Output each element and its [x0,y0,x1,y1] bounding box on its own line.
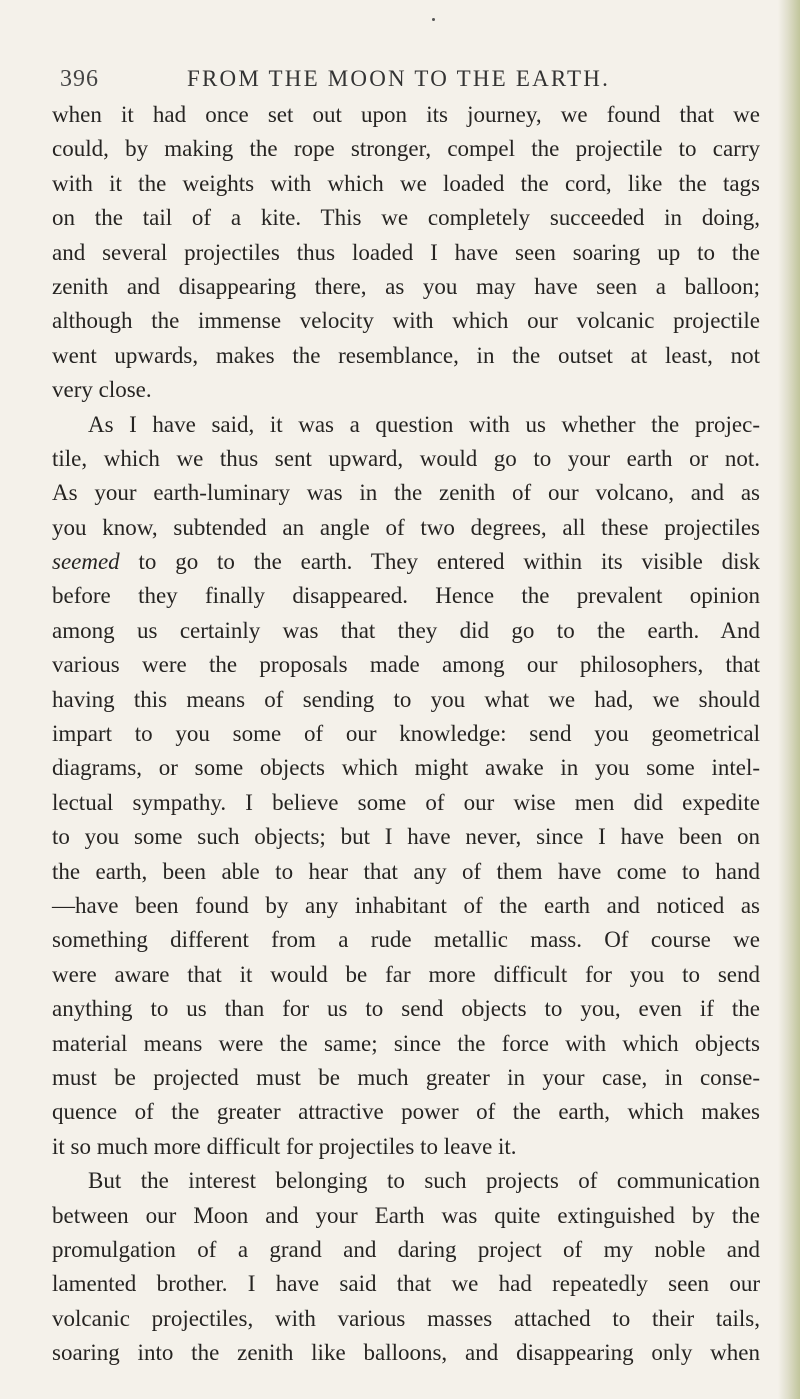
text-line: volcanic projectiles, with various masses attached to their tails, [52,1305,760,1331]
text-line: the earth, been able to hear that any of them have come to hand [52,858,760,884]
text-line: something different from a rude metallic mass. Of course we [52,927,760,953]
text-line: very close. [52,377,152,403]
text-line: material means were the same; since the force with which objects [52,1030,760,1056]
paragraph-start-line: As I have said, it was a question with us whether the projec- [88,411,760,437]
text-line: were aware that it would be far more difficult for you to send [52,961,760,987]
text-line: went upwards, makes the resemblance, in the outset at least, not [52,342,760,368]
text-line: when it had once set out upon its journey, we found that we [52,102,760,127]
text-line: having this means of sending to you what we had, we should [52,686,760,712]
text-line: anything to us than for us to send objects to you, even if the [52,996,760,1022]
text-line: between our Moon and your Earth was quite extinguished by the [52,1202,760,1228]
text-line: diagrams, or some objects which might awake in you some intel- [52,755,760,781]
text-line: although the immense velocity with which our volcanic projectile [52,308,760,334]
text-line: it so much more difficult for projectiles to leave it. [52,1133,517,1159]
paragraph-start-line: But the interest belonging to such projects of communication [88,1168,760,1194]
text-line: among us certainly was that they did go to the earth. And [52,617,760,643]
italic-word: seemed [52,549,120,575]
text-line: lectual sympathy. I believe some of our wise men did expedite [52,789,760,815]
print-speck [432,18,435,21]
text-line: must be projected must be much greater in your case, in conse- [52,1064,760,1090]
text-line: you know, subtended an angle of two degrees, all these projectiles [52,514,760,540]
text-line: various were the proposals made among our philosophers, that [52,652,760,678]
text-line: soaring into the zenith like balloons, and disappearing only when [52,1340,760,1366]
text-line: quence of the greater attractive power of the earth, which makes [52,1099,760,1125]
text-line: As your earth-luminary was in the zenith of our volcano, and as [52,480,760,506]
running-title: FROM THE MOON TO THE EARTH. [187,66,611,91]
page-number: 396 [60,66,99,92]
line-remainder: to go to the earth. They entered within its visible disk [138,549,761,575]
text-line: promulgation of a grand and daring project of my noble and [52,1236,760,1262]
text-line: on the tail of a kite. This we completely succeeded in doing, [52,205,760,231]
text-line: —have been found by any inhabitant of the earth and noticed as [52,892,760,918]
text-line: to you some such objects; but I have never, since I have been on [52,824,760,850]
text-line: before they finally disappeared. Hence the prevalent opinion [52,583,760,609]
text-line-with-italic [52,545,760,579]
text-line: lamented brother. I have said that we had repeatedly seen our [52,1271,760,1297]
text-line: and several projectiles thus loaded I have seen soaring up to the [52,239,760,265]
text-line: tile, which we thus sent upward, would go to your earth or not. [52,445,760,471]
page-edge-shadow [778,0,800,1399]
text-line: zenith and disappearing there, as you may have seen a balloon; [52,273,760,299]
text-line: with it the weights with which we loaded the cord, like the tags [52,170,760,196]
text-line: could, by making the rope stronger, compel the projectile to carry [52,136,760,162]
body-text [52,98,760,1370]
text-line: impart to you some of our knowledge: send you geometrical [52,721,760,747]
